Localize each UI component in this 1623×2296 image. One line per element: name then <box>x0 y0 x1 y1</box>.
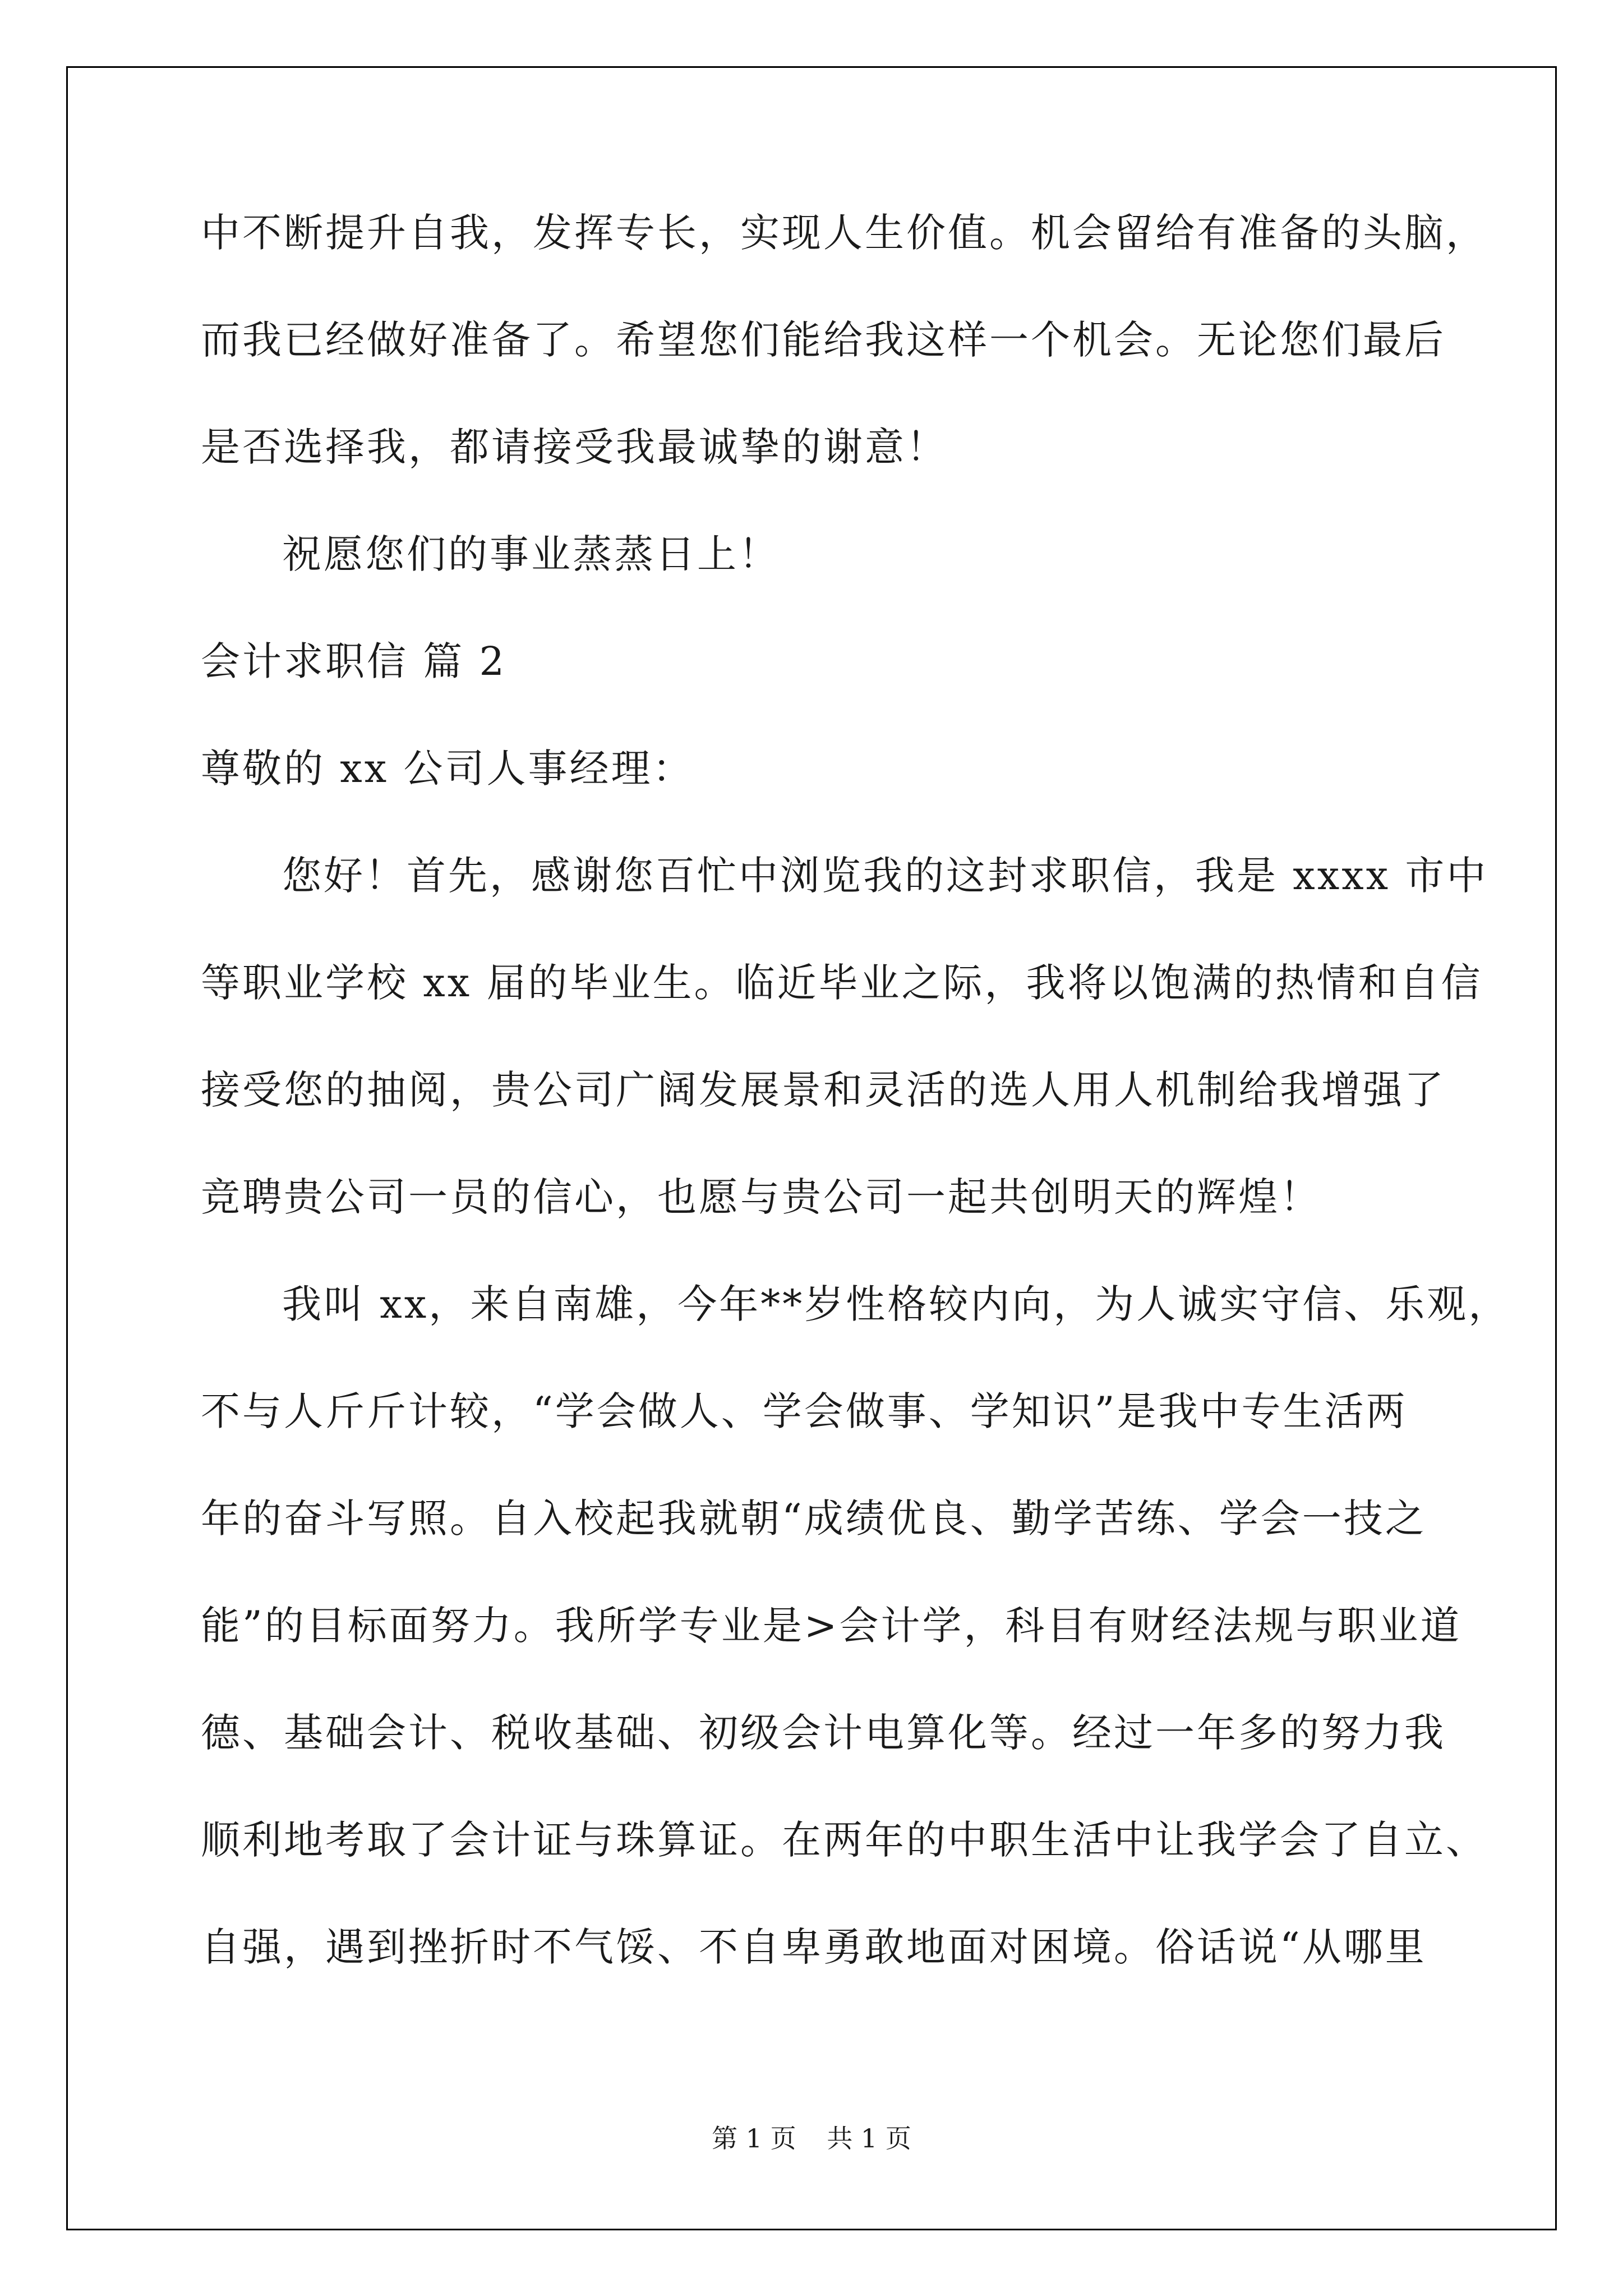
text-line: 能”的目标面努力。我所学专业是>会计学，科目有财经法规与职业道 <box>201 1603 1462 1649</box>
text-line: 德、基础会计、税收基础、初级会计电算化等。经过一年多的努力我 <box>201 1710 1446 1756</box>
text-line: 您好！首先，感谢您百忙中浏览我的这封求职信，我是 xxxx 市中 <box>282 853 1488 899</box>
text-line: 中不断提升自我，发挥专长，实现人生价值。机会留给有准备的头脑， <box>201 210 1487 256</box>
page-total: 共 1 页 <box>827 2123 911 2154</box>
text-line: 接受您的抽阅，贵公司广阔发展景和灵活的选人用人机制给我增强了 <box>201 1067 1446 1113</box>
text-line: 而我已经做好准备了。希望您们能给我这样一个机会。无论您们最后 <box>201 317 1446 363</box>
section-heading: 会计求职信 篇 2 <box>201 638 507 684</box>
page-number: 第 1 页 <box>712 2123 796 2154</box>
text-line: 年的奋斗写照。自入校起我就朝“成绩优良、勤学苦练、学会一技之 <box>201 1496 1427 1542</box>
page-footer <box>0 2122 1623 2155</box>
document-body <box>201 205 1510 2026</box>
text-line: 自强，遇到挫折时不气馁、不自卑勇敢地面对困境。俗话说“从哪里 <box>201 1924 1427 1970</box>
text-line: 竞聘贵公司一员的信心，也愿与贵公司一起共创明天的辉煌！ <box>201 1174 1321 1220</box>
text-line: 是否选择我，都请接受我最诚挚的谢意！ <box>201 424 948 470</box>
text-line: 顺利地考取了会计证与珠算证。在两年的中职生活中让我学会了自立、 <box>201 1817 1487 1863</box>
salutation: 尊敬的 xx 公司人事经理： <box>201 746 694 792</box>
text-line: 不与人斤斤计较，“学会做人、学会做事、学知识”是我中专生活两 <box>201 1388 1408 1434</box>
text-line: 等职业学校 xx 届的毕业生。临近毕业之际，我将以饱满的热情和自信 <box>201 960 1483 1006</box>
text-line: 我叫 xx，来自南雄，今年**岁性格较内向，为人诚实守信、乐观， <box>282 1281 1510 1327</box>
closing-wish: 祝愿您们的事业蒸蒸日上！ <box>282 531 780 577</box>
